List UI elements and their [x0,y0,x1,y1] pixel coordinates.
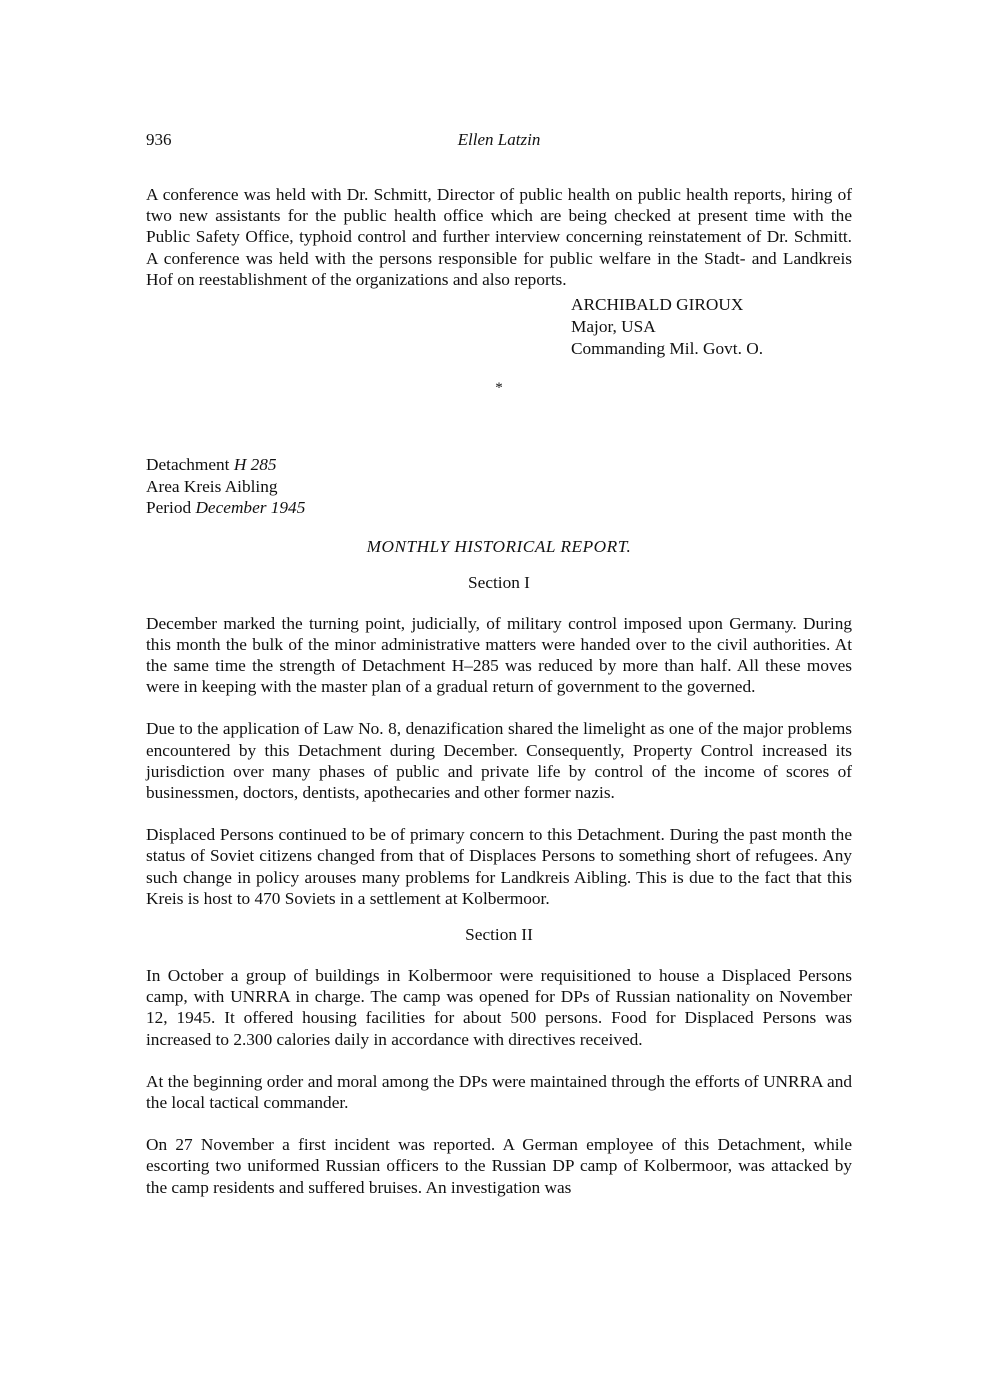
report-meta [146,454,852,519]
section-1-paragraph: Due to the application of Law No. 8, denazification shared the limelight as one of the major problems encountered by this Detachment during December. Consequently, Property Control increased its jurisdiction over many phases of public and private life by control of the income of scores of businessmen, doctors, dentists, apothecaries and other former nazis. [146,719,852,802]
signature-name: ARCHIBALD GIROUX [571,295,744,315]
page-header [146,130,852,158]
page-number: 936 [146,130,172,149]
signature-rank: Major, USA [571,317,656,337]
report-title: MONTHLY HISTORICAL REPORT. [366,536,632,556]
period-value: December 1945 [195,498,306,518]
period-label: Period [146,498,192,518]
area-line: Area Kreis Aibling [146,476,278,496]
section-2-paragraph: On 27 November a first incident was reported. A German employee of this Detachment, while escorting two uniformed Russian officers to the Russian DP camp of Kolbermoor, was attacked by the camp residents and suffered bruises. An investigation was [146,1135,852,1197]
section-2-paragraph: At the beginning order and moral among the DPs were maintained through the efforts of UNRRA and the local tactical commander. [146,1071,852,1112]
section-2-paragraph: In October a group of buildings in Kolbermoor were requisitioned to house a Displaced Persons camp, with UNRRA in charge. The camp was opened for DPs of Russian nationality on November 12, 1945. It offered housing facilities for about 500 persons. Food for Displaced Persons was increased to 2.300 calories daily in accordance with directives received. [146,965,852,1049]
intro-paragraph: A conference was held with Dr. Schmitt, Director of public health on public health reports, hiring of two new assistants for the public health office which are being checked at present time with the Public Safety Office, typhoid control and further interview concerning reinstatement of Dr. Schmitt. A conference was held with the persons responsible for public welfare in the Stadt- and Landkreis Hof on reestablishment of the organizations and also reports. [146,185,852,289]
detachment-line [146,454,852,476]
running-head: Ellen Latzin [457,130,541,149]
signature-block [571,294,852,360]
detachment-value: H 285 [233,455,277,475]
section-1-paragraph: Displaced Persons continued to be of primary concern to this Detachment. During the past month the status of Soviet citizens changed from that of Displaces Persons to something short of refugees. Any such change in policy arouses many problems for Landkreis Aibling. This is due to the fact that this Kreis is host to 470 Soviets in a settlement at Kolbermoor. [146,825,852,908]
section-2-heading: Section II [465,924,533,944]
signature-title: Commanding Mil. Govt. O. [571,339,764,359]
detachment-label: Detachment [146,455,230,475]
document-page [146,130,852,1198]
period-line [146,497,852,519]
section-1-paragraph: December marked the turning point, judicially, of military control imposed upon Germany. During this month the bulk of the minor administrative matters were handed over to the civil authorities. At the same time the strength of Detachment H–285 was reduced by more than half. All these moves were in keeping with the master plan of a gradual return of government to the governed. [146,613,852,697]
section-divider: * [495,380,503,397]
section-1-heading: Section I [468,572,530,592]
